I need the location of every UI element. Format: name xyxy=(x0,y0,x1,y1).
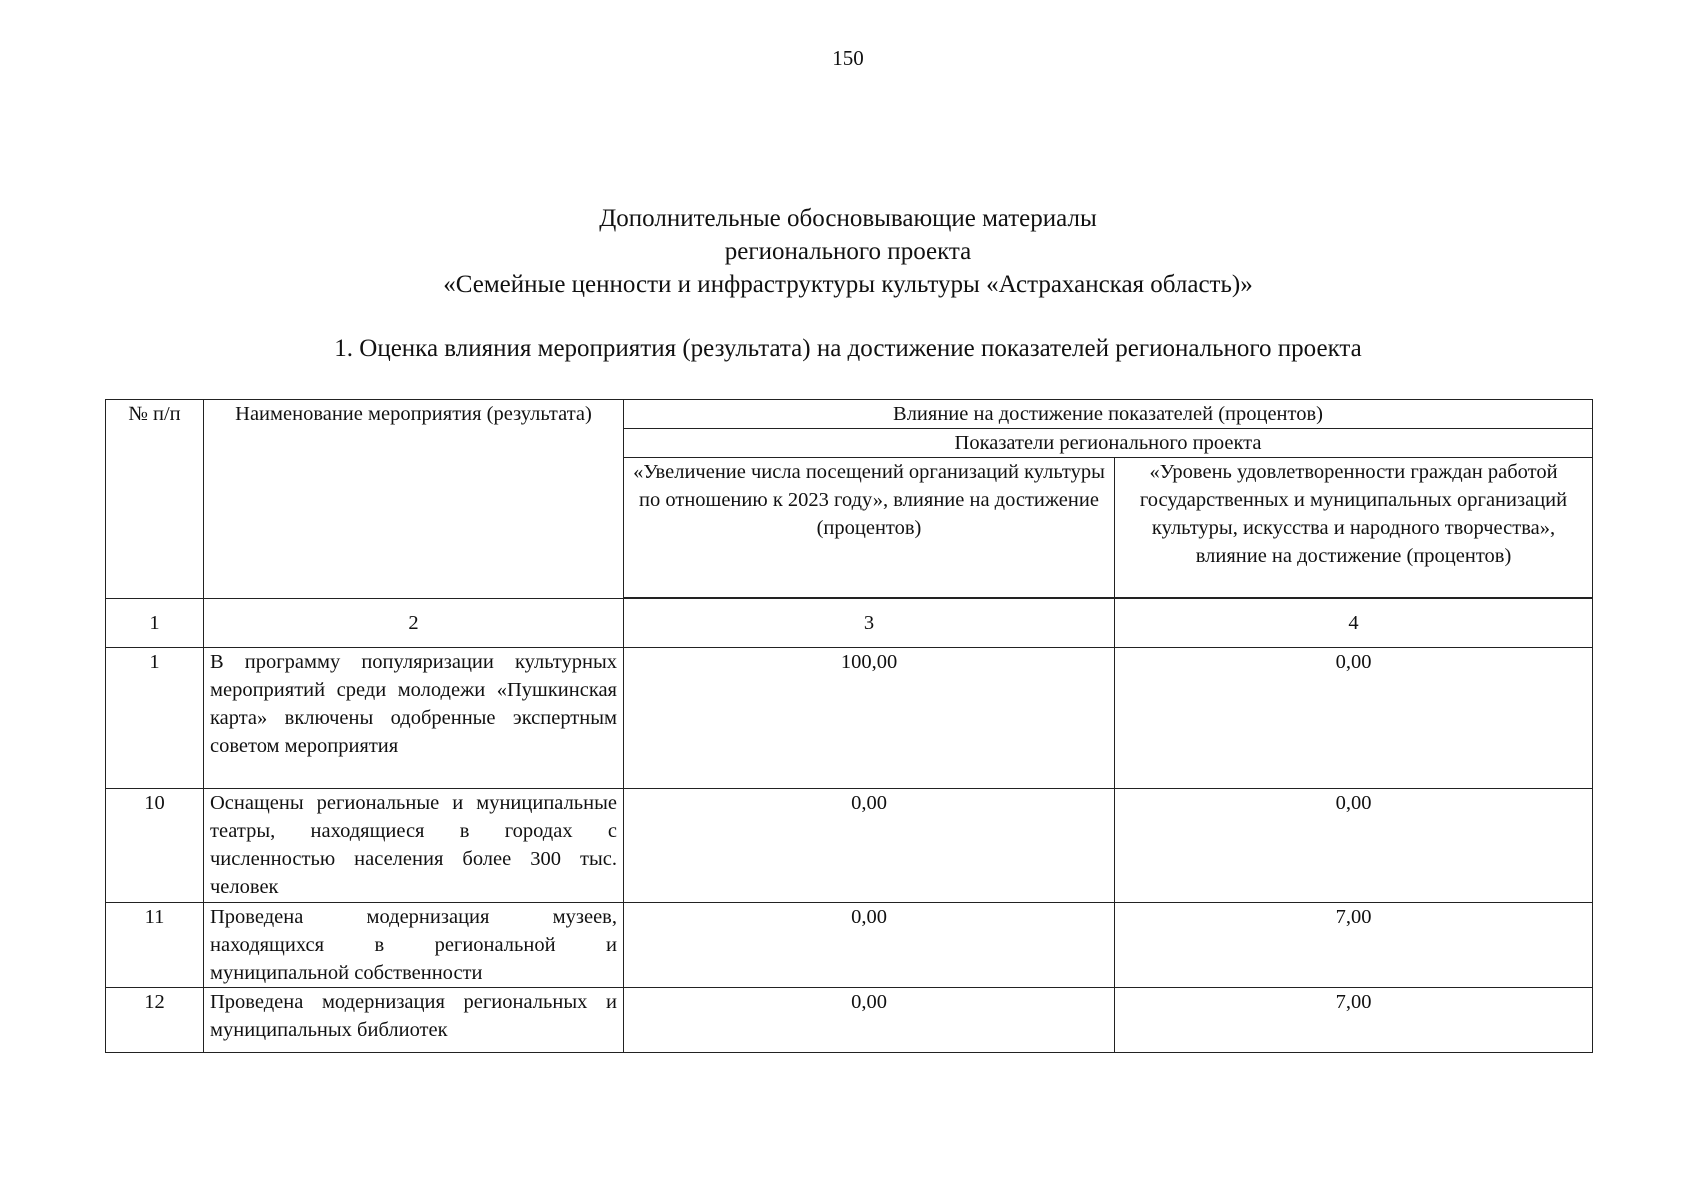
document-title xyxy=(0,202,1696,301)
row-name: Оснащены региональные и муниципальные театры, находящиеся в городах с численностью населения более 300 тыс. человек xyxy=(204,789,624,903)
section-title: 1. Оценка влияния мероприятия (результата) на достижение показателей регионального проекта xyxy=(334,335,1362,362)
row-num: 11 xyxy=(106,903,204,988)
header-indicator-1: «Увеличение числа посещений организаций культуры по отношению к 2023 году», влияние на достижение (процентов) xyxy=(624,458,1115,599)
row-value-2: 7,00 xyxy=(1115,988,1593,1053)
row-value-1: 100,00 xyxy=(624,648,1115,789)
title-line-1: Дополнительные обосновывающие материалы xyxy=(599,205,1097,232)
header-indicators: Показатели регионального проекта xyxy=(624,429,1593,458)
row-value-2: 7,00 xyxy=(1115,903,1593,988)
column-number: 3 xyxy=(624,598,1115,648)
row-name: Проведена модернизация музеев, находящихся в региональной и муниципальной собственности xyxy=(204,903,624,988)
row-value-2: 0,00 xyxy=(1115,789,1593,903)
table-row xyxy=(106,988,1593,1053)
header-name: Наименование мероприятия (результата) xyxy=(204,400,624,599)
row-name: Проведена модернизация региональных и муниципальных библиотек xyxy=(204,988,624,1053)
title-line-3: «Семейные ценности и инфраструктуры культуры «Астраханская область)» xyxy=(443,271,1253,298)
page-number: 150 xyxy=(832,46,864,70)
row-name: В программу популяризации культурных мероприятий среди молодежи «Пушкинская карта» включены одобренные экспертным советом мероприятия xyxy=(204,648,624,789)
impact-table xyxy=(105,399,1593,1053)
column-number: 4 xyxy=(1115,598,1593,648)
row-value-1: 0,00 xyxy=(624,903,1115,988)
table-row xyxy=(106,903,1593,988)
header-num: № п/п xyxy=(106,400,204,599)
row-num: 10 xyxy=(106,789,204,903)
column-number: 1 xyxy=(106,598,204,648)
header-impact: Влияние на достижение показателей (процентов) xyxy=(624,400,1593,429)
column-number-row xyxy=(106,598,1593,648)
row-value-1: 0,00 xyxy=(624,789,1115,903)
row-num: 1 xyxy=(106,648,204,789)
row-num: 12 xyxy=(106,988,204,1053)
row-value-1: 0,00 xyxy=(624,988,1115,1053)
header-indicator-2: «Уровень удовлетворенности граждан работой государственных и муниципальных организаций культуры, искусства и народного творчества», влияние на достижение (процентов) xyxy=(1115,458,1593,599)
column-number: 2 xyxy=(204,598,624,648)
row-value-2: 0,00 xyxy=(1115,648,1593,789)
table-row xyxy=(106,789,1593,903)
title-line-2: регионального проекта xyxy=(724,238,972,265)
table-row xyxy=(106,648,1593,789)
